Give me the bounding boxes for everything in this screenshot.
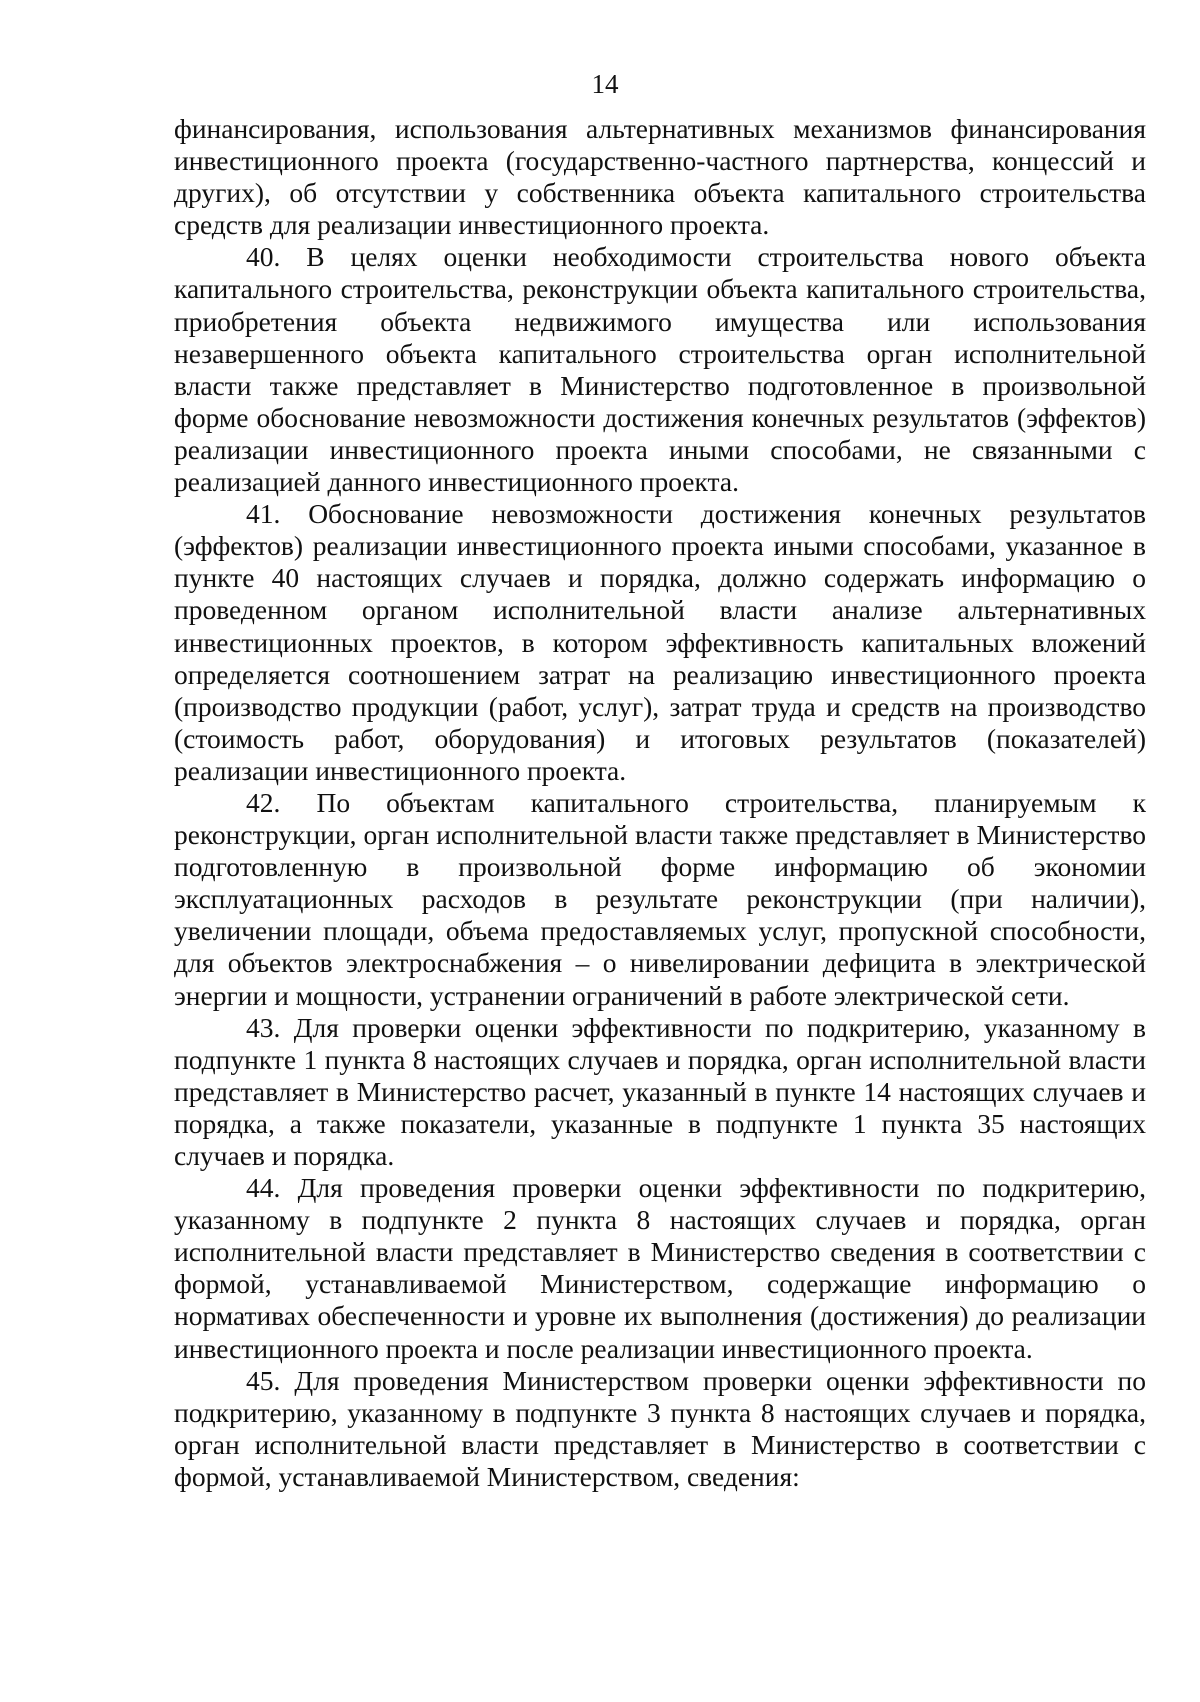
paragraph-item-41: 41. Обоснование невозможности достижения конечных результатов (эффектов) реализации инвестиционного проекта иными способами, указанное в пункте 40 настоящих случаев и порядка, должно содержать информацию о проведенном органом исполнительной власти анализе альтернативных инвестиционных проектов, в котором эффективность капитальных вложений определяется соотношением затрат на реализацию инвестиционного проекта (производство продукции (работ, услуг), затрат труда и средств на производство (стоимость работ, оборудования) и итоговых результатов (показателей) реализации инвестиционного проекта. xyxy=(174,498,1146,786)
document-body xyxy=(174,113,1146,1493)
paragraph-continuation: финансирования, использования альтернативных механизмов финансирования инвестиционного проекта (государственно-частного партнерства, концессий и других), об отсутствии у собственника объекта капитального строительства средств для реализации инвестиционного проекта. xyxy=(174,113,1146,241)
paragraph-item-43: 43. Для проверки оценки эффективности по подкритерию, указанному в подпункте 1 пункта 8 настоящих случаев и порядка, орган исполнительной власти представляет в Министерство расчет, указанный в пункте 14 настоящих случаев и порядка, а также показатели, указанные в подпункте 1 пункта 35 настоящих случаев и порядка. xyxy=(174,1011,1146,1171)
paragraph-item-45: 45. Для проведения Министерством проверки оценки эффективности по подкритерию, указанному в подпункте 3 пункта 8 настоящих случаев и порядка, орган исполнительной власти представляет в Министерство в соответствии с формой, устанавливаемой Министерством, сведения: xyxy=(174,1364,1146,1492)
paragraph-item-40: 40. В целях оценки необходимости строительства нового объекта капитального строительства, реконструкции объекта капитального строительства, приобретения объекта недвижимого имущества или использования незавершенного объекта капитального строительства орган исполнительной власти также представляет в Министерство подготовленное в произвольной форме обоснование невозможности достижения конечных результатов (эффектов) реализации инвестиционного проекта иными способами, не связанными с реализацией данного инвестиционного проекта. xyxy=(174,241,1146,498)
paragraph-item-44: 44. Для проведения проверки оценки эффективности по подкритерию, указанному в подпункте 2 пункта 8 настоящих случаев и порядка, орган исполнительной власти представляет в Министерство сведения в соответствии с формой, устанавливаемой Министерством, содержащие информацию о нормативах обеспеченности и уровне их выполнения (достижения) до реализации инвестиционного проекта и после реализации инвестиционного проекта. xyxy=(174,1172,1146,1364)
paragraph-item-42: 42. По объектам капитального строительства, планируемым к реконструкции, орган исполнительной власти также представляет в Министерство подготовленную в произвольной форме информацию об экономии эксплуатационных расходов в результате реконструкции (при наличии), увеличении площади, объема предоставляемых услуг, пропускной способности, для объектов электроснабжения – о нивелировании дефицита в электрической энергии и мощности, устранении ограничений в работе электрической сети. xyxy=(174,786,1146,1011)
page-number: 14 xyxy=(591,69,619,99)
